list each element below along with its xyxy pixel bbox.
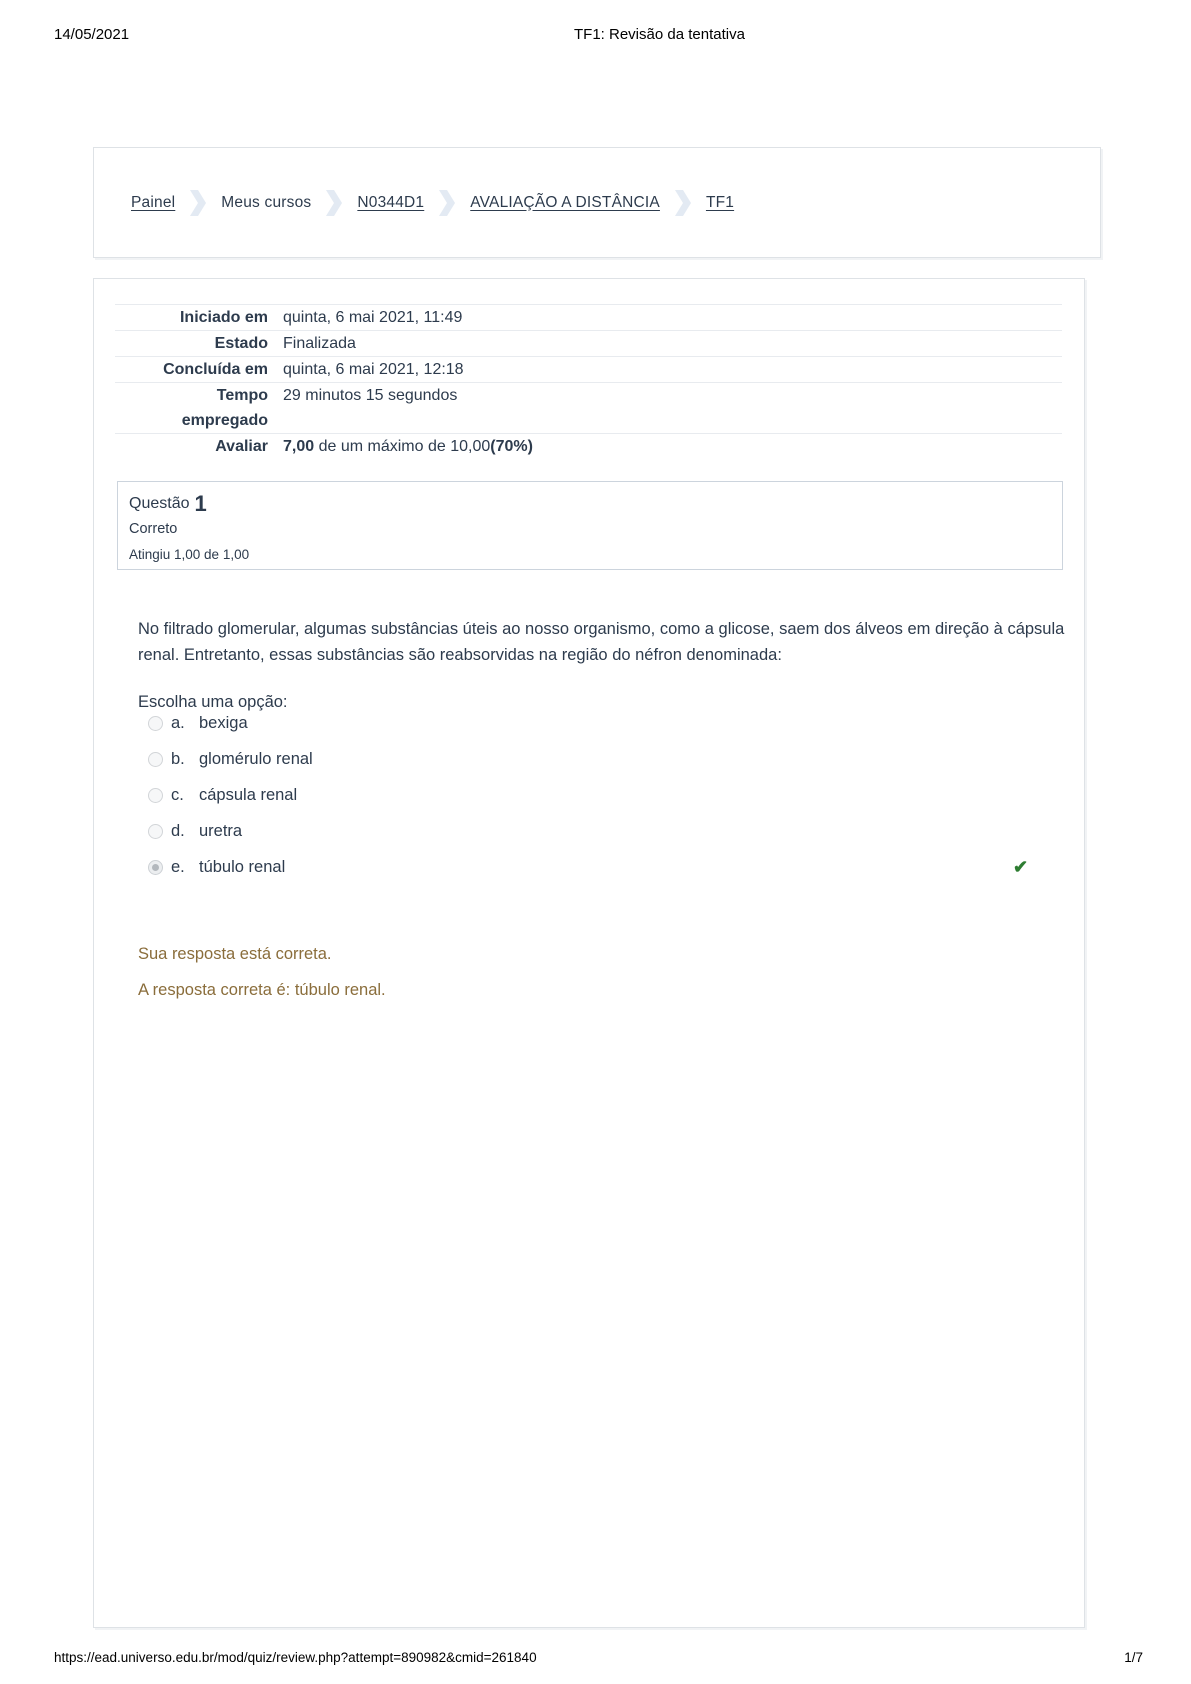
radio-button[interactable] — [148, 788, 163, 803]
radio-button[interactable] — [148, 824, 163, 839]
breadcrumb-item-course-code[interactable]: N0344D1 — [357, 193, 425, 211]
summary-value: Finalizada — [283, 335, 356, 352]
chevron-right-icon — [439, 190, 455, 216]
summary-label: Iniciado em — [179, 309, 268, 326]
print-footer-page-number: 1/7 — [1124, 1650, 1143, 1665]
print-footer-url: https://ead.universo.edu.br/mod/quiz/review.php?attempt=890982&cmid=261840 — [54, 1650, 537, 1665]
breadcrumb-item-avaliacao[interactable]: AVALIAÇÃO A DISTÂNCIA — [470, 193, 660, 211]
question-grade-info: Atingiu 1,00 de 1,00 — [129, 547, 250, 562]
answer-prompt: Escolha uma opção: — [138, 693, 288, 711]
breadcrumb-item-meus-cursos[interactable]: Meus cursos — [221, 193, 312, 211]
table-row — [115, 330, 1062, 356]
option-letter: c. — [171, 785, 184, 804]
option-row-a[interactable] — [148, 705, 1058, 741]
option-letter: d. — [171, 821, 185, 840]
question-number: Questão 1 — [129, 491, 207, 516]
breadcrumb-item-painel[interactable]: Painel — [131, 193, 176, 211]
breadcrumb — [131, 190, 734, 216]
breadcrumb-card — [93, 147, 1101, 258]
chevron-right-icon — [675, 190, 691, 216]
option-label: cápsula renal — [199, 785, 298, 804]
question-text: No filtrado glomerular, algumas substâncias úteis ao nosso organismo, como a glicose, saem dos álveos em direção à cápsula renal. Entretanto, essas substâncias são reabsorvidas na região do néfron denominada: — [138, 620, 1065, 664]
table-row — [115, 304, 1062, 330]
option-label: glomérulo renal — [199, 749, 313, 768]
feedback-line: Sua resposta está correta. — [138, 945, 332, 963]
table-row-grade — [115, 433, 1062, 459]
breadcrumb-item-tf1[interactable]: TF1 — [705, 193, 735, 211]
option-row-c[interactable] — [148, 777, 1058, 813]
table-row — [115, 356, 1062, 382]
quiz-review-card — [93, 278, 1085, 1628]
option-row-e[interactable] — [148, 849, 1058, 885]
option-row-b[interactable] — [148, 741, 1058, 777]
attempt-summary-table — [115, 304, 1062, 459]
correct-answer-check-icon: ✔ — [1013, 857, 1029, 877]
summary-value: quinta, 6 mai 2021, 11:49 — [283, 309, 463, 326]
summary-grade-value: 7,00 de um máximo de 10,00(70%) — [283, 438, 533, 455]
option-letter: e. — [171, 857, 185, 876]
option-label: túbulo renal — [199, 857, 286, 876]
question-feedback — [138, 941, 386, 1003]
summary-label: Avaliar — [215, 438, 268, 455]
radio-button[interactable] — [148, 716, 163, 731]
chevron-right-icon — [326, 190, 342, 216]
radio-button[interactable] — [148, 860, 163, 875]
option-row-d[interactable] — [148, 813, 1058, 849]
summary-label: Concluída em — [163, 361, 268, 378]
option-label: uretra — [199, 821, 243, 840]
option-label: bexiga — [199, 713, 248, 732]
answer-options — [148, 705, 1058, 885]
summary-label: Tempo empregado — [181, 387, 268, 429]
print-header-title: TF1: Revisão da tentativa — [574, 26, 745, 43]
feedback-line: A resposta correta é: túbulo renal. — [138, 981, 386, 999]
summary-label: Estado — [214, 335, 268, 352]
table-row — [115, 382, 1062, 433]
chevron-right-icon — [190, 190, 206, 216]
radio-button[interactable] — [148, 752, 163, 767]
question-info-box — [117, 481, 1063, 570]
option-letter: a. — [171, 713, 185, 732]
option-letter: b. — [171, 749, 185, 768]
print-header-date: 14/05/2021 — [54, 26, 130, 43]
summary-value: 29 minutos 15 segundos — [283, 387, 458, 404]
question-state-badge: Correto — [129, 521, 178, 537]
summary-value: quinta, 6 mai 2021, 12:18 — [283, 361, 464, 378]
